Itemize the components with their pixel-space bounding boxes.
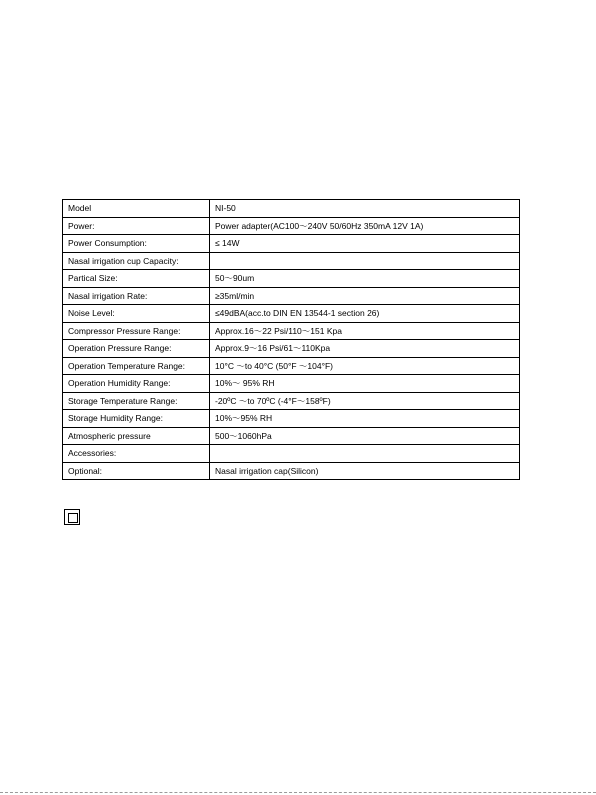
spec-label: Power: [63,217,210,235]
spec-value: Approx.9～16 Psi/61～110Kpa [210,340,520,358]
spec-row [63,445,520,463]
spec-value: 10%～95% RH [210,410,520,428]
spec-label: Compressor Pressure Range: [63,322,210,340]
class-ii-inner-square [68,513,78,523]
spec-label: Model [63,200,210,218]
spec-row [63,235,520,253]
spec-row [63,462,520,480]
spec-row [63,200,520,218]
spec-value: 10%～ 95% RH [210,375,520,393]
spec-value: ≤49dBA(acc.to DIN EN 13544-1 section 26) [210,305,520,323]
spec-row [63,357,520,375]
spec-label: Nasal irrigation Rate: [63,287,210,305]
specification-table-body [63,200,520,480]
spec-label: Atmospheric pressure [63,427,210,445]
spec-value: -20ºC ～to 70ºC (-4°F～158ºF) [210,392,520,410]
spec-value: 50～90um [210,270,520,288]
spec-value [210,252,520,270]
spec-row [63,252,520,270]
page-bottom-rule [0,792,596,793]
spec-value: ≤ 14W [210,235,520,253]
spec-value: 10°C ～to 40°C (50°F ～104°F) [210,357,520,375]
spec-value: ≥35ml/min [210,287,520,305]
spec-row [63,410,520,428]
class-ii-double-square-icon [64,509,80,525]
spec-label: Operation Pressure Range: [63,340,210,358]
spec-value: 500～1060hPa [210,427,520,445]
spec-label: Power Consumption: [63,235,210,253]
spec-row [63,217,520,235]
spec-value: Power adapter(AC100～240V 50/60Hz 350mA 12V 1A) [210,217,520,235]
spec-label: Operation Humidity Range: [63,375,210,393]
spec-label: Storage Temperature Range: [63,392,210,410]
spec-row [63,375,520,393]
spec-label: Storage Humidity Range: [63,410,210,428]
spec-label: Operation Temperature Range: [63,357,210,375]
spec-row [63,322,520,340]
spec-label: Noise Level: [63,305,210,323]
spec-value: Approx.16～22 Psi/110～151 Kpa [210,322,520,340]
spec-value [210,445,520,463]
spec-row [63,270,520,288]
spec-value: Nasal irrigation cap(Silicon) [210,462,520,480]
spec-row [63,287,520,305]
spec-row [63,427,520,445]
spec-label: Accessories: [63,445,210,463]
spec-row [63,392,520,410]
spec-label: Nasal irrigation cup Capacity: [63,252,210,270]
spec-label: Partical Size: [63,270,210,288]
specification-table [62,199,520,480]
spec-row [63,340,520,358]
spec-value: NI-50 [210,200,520,218]
spec-row [63,305,520,323]
spec-label: Optional: [63,462,210,480]
